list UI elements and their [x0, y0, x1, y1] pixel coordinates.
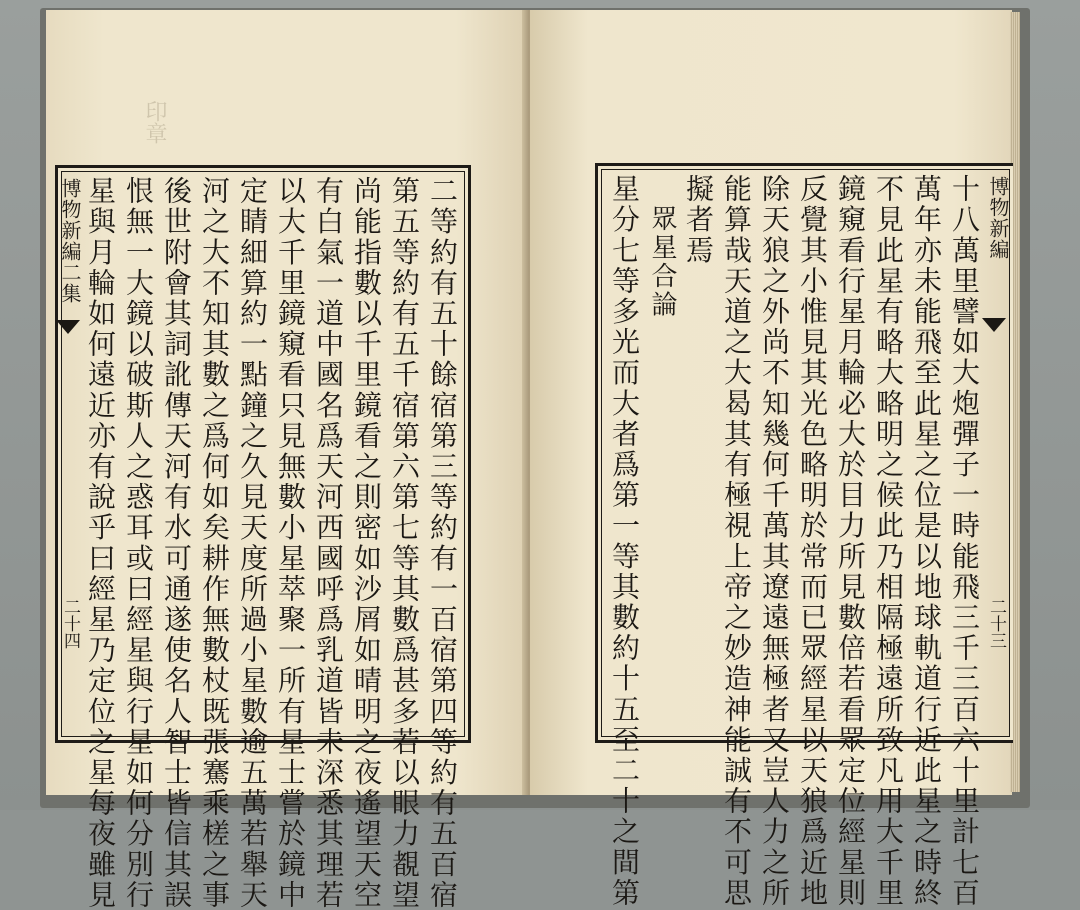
left-column-2: 第五等約有五千宿第六第七等其數爲甚多若以眼力覩望: [388, 176, 421, 910]
left-page-number: 二十四: [60, 598, 80, 649]
right-column-3: 不見此星有略大略明之候此乃相隔極遠所致凡用大千里: [872, 174, 905, 909]
right-column-8: 擬者焉: [682, 174, 715, 266]
right-column-5: 反覺其小惟見其光色略明於常而已眾經星以天狼爲近地: [796, 174, 829, 909]
right-page-number: 二十三: [986, 598, 1006, 649]
right-column-2: 萬年亦未能飛至此星之位是以地球軌道行近此星之時終: [910, 174, 943, 909]
left-column-1: 二等約有五十餘宿第三等約有一百宿第四等約有五百宿: [426, 176, 459, 910]
faint-stamp-mark: 印章: [142, 100, 167, 144]
left-column-3: 尚能指數以千里鏡看之則密如沙屑如晴明之夜遙望天空: [350, 176, 383, 910]
left-margin-title: 博物新編二集: [58, 178, 82, 304]
right-column-7: 能算哉天道之大曷其有極視上帝之妙造神能誠有不可思: [720, 174, 753, 909]
right-fish-tail-mark: [982, 318, 1006, 332]
right-column-4: 鏡窺看行星月輪必大於目力所見數倍若看眾定位經星則: [834, 174, 867, 909]
right-margin-title: 博物新編: [986, 176, 1010, 260]
left-column-8: 後世附會其詞訛傳天河有水可通遂使名人智士皆信其誤: [160, 176, 193, 910]
left-column-4: 有白氣一道中國名爲天河西國呼爲乳道皆未深悉其理若: [312, 176, 345, 910]
left-column-6: 定睛細算約一點鐘之久見天度所過小星數逾五萬若舉天: [236, 176, 269, 910]
left-column-5: 以大千里鏡窺看只見無數小星萃聚一所有星士嘗於鏡中: [274, 176, 307, 910]
left-column-9: 恨無一大鏡以破斯人之惑耳或曰經星與行星如何分別行: [122, 176, 155, 910]
right-column-1: 十八萬里譬如大炮彈子一時能飛三千三百六十里計七百: [948, 174, 981, 909]
left-column-7: 河之大不知其數之爲何如矣耕作無數杖既張騫乘槎之事: [198, 176, 231, 910]
right-column-6: 除天狼之外尚不知幾何千萬其遼遠無極者又豈人力之所: [758, 174, 791, 909]
section-heading: 眾星合論: [647, 205, 677, 320]
left-fish-tail-mark: [56, 320, 80, 334]
left-column-10: 星與月輪如何遠近亦有說乎曰經星乃定位之星每夜雖見: [84, 176, 117, 910]
right-column-10: 星分七等多光而大者爲第一等其數約十五至二十之間第: [608, 174, 641, 909]
